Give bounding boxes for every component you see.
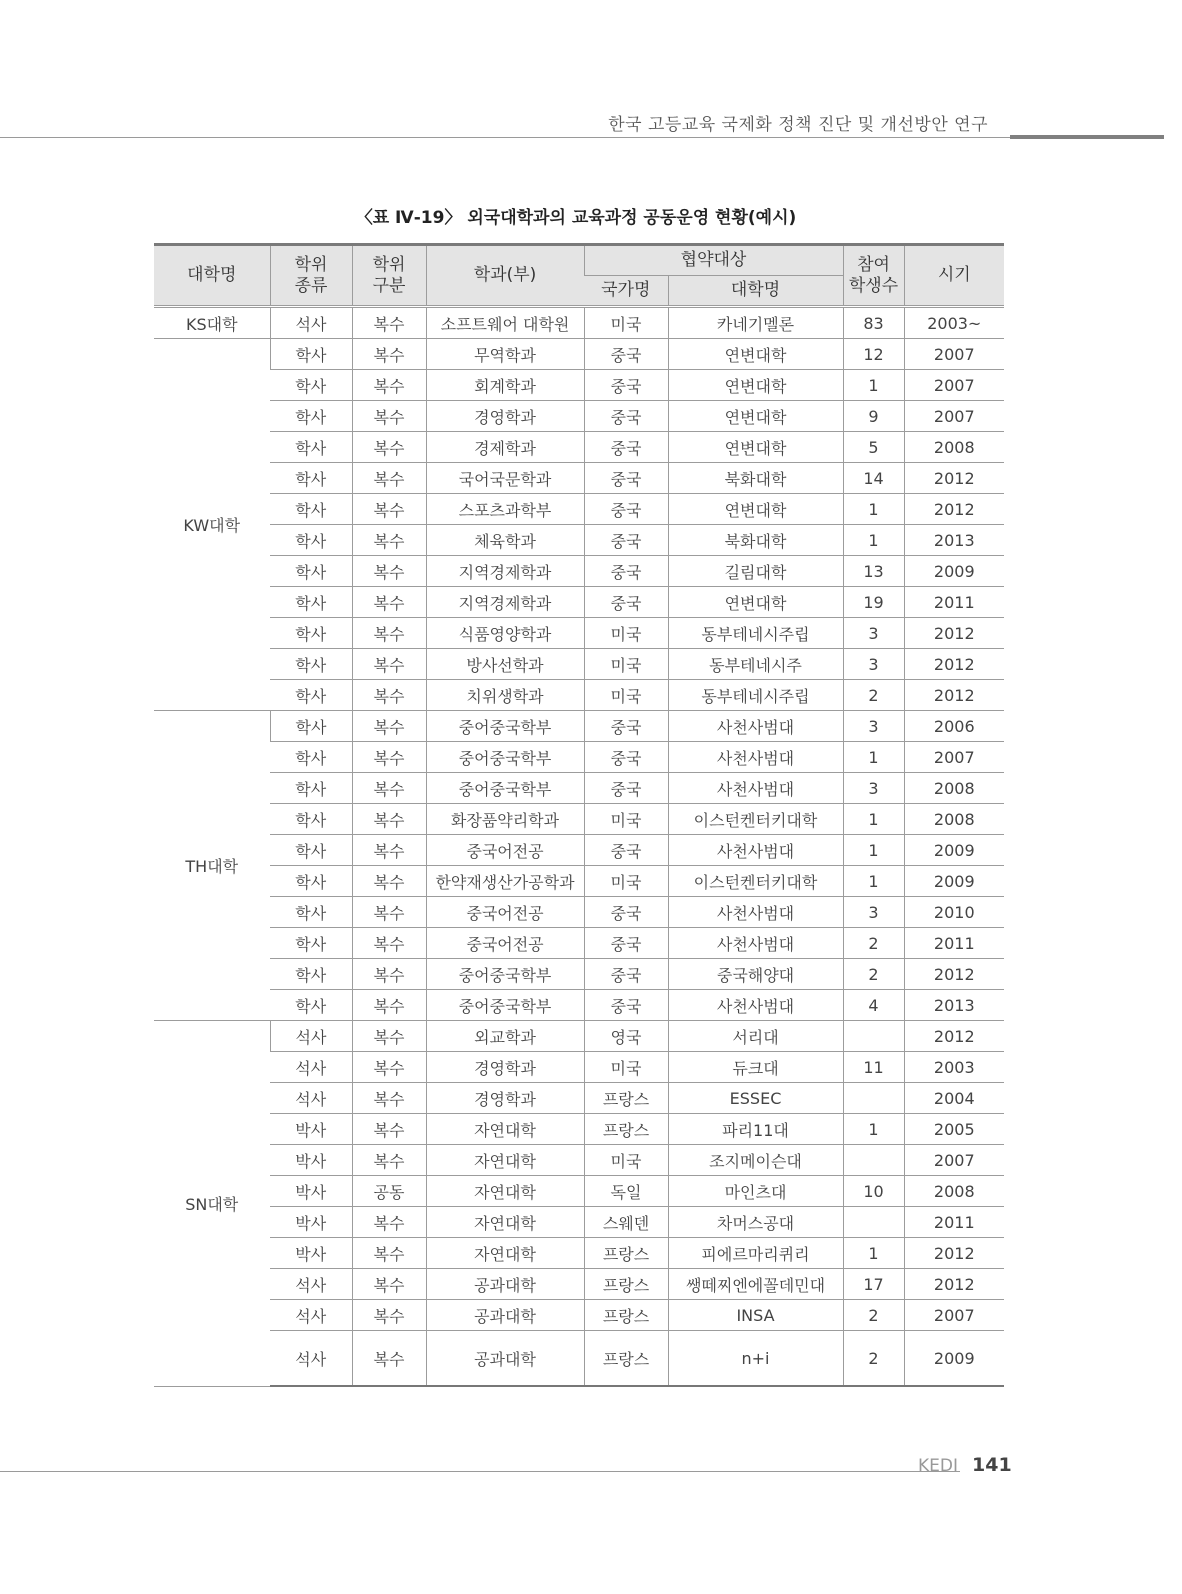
cell-partner-university: 연변대학: [668, 494, 843, 525]
cell-country: 프랑스: [584, 1114, 668, 1145]
cell-department: 중어중국학부: [426, 773, 584, 804]
cell-degree-kind: 복수: [352, 1331, 426, 1387]
cell-degree-type: 석사: [270, 1052, 352, 1083]
table-row: [154, 1269, 1004, 1300]
cell-period: 2012: [904, 494, 1004, 525]
cell-students: 3: [843, 773, 904, 804]
cell-degree-type: 박사: [270, 1176, 352, 1207]
cell-country: 중국: [584, 339, 668, 370]
cell-partner-university: 사천사범대: [668, 742, 843, 773]
cell-degree-kind: 복수: [352, 897, 426, 928]
cell-department: 치위생학과: [426, 680, 584, 711]
cell-students: 83: [843, 307, 904, 339]
cell-partner-university: 카네기멜론: [668, 307, 843, 339]
cell-students: 2: [843, 680, 904, 711]
cell-country: 중국: [584, 928, 668, 959]
cell-degree-type: 학사: [270, 773, 352, 804]
cell-degree-type: 학사: [270, 370, 352, 401]
cell-country: 미국: [584, 1052, 668, 1083]
cell-country: 프랑스: [584, 1331, 668, 1387]
cell-students: 3: [843, 649, 904, 680]
table-row: [154, 742, 1004, 773]
table-row: [154, 432, 1004, 463]
cell-degree-type: 학사: [270, 463, 352, 494]
cell-period: 2013: [904, 990, 1004, 1021]
cell-country: 중국: [584, 773, 668, 804]
cell-country: 중국: [584, 711, 668, 742]
table-row: [154, 959, 1004, 990]
table-row: [154, 1331, 1004, 1387]
cell-period: 2003~: [904, 307, 1004, 339]
cell-degree-type: 학사: [270, 525, 352, 556]
cell-department: 자연대학: [426, 1176, 584, 1207]
cell-degree-kind: 복수: [352, 1083, 426, 1114]
cell-degree-kind: 복수: [352, 742, 426, 773]
cell-students: [843, 1145, 904, 1176]
cell-degree-kind: 복수: [352, 307, 426, 339]
cell-department: 경영학과: [426, 401, 584, 432]
cell-degree-kind: 복수: [352, 494, 426, 525]
table-row: [154, 370, 1004, 401]
cell-partner-university: 사천사범대: [668, 928, 843, 959]
cell-department: 스포츠과학부: [426, 494, 584, 525]
cell-students: 1: [843, 525, 904, 556]
cell-students: 10: [843, 1176, 904, 1207]
cell-country: 미국: [584, 680, 668, 711]
table-row: [154, 587, 1004, 618]
table-row: [154, 680, 1004, 711]
running-header: 한국 고등교육 국제화 정책 진단 및 개선방안 연구: [608, 115, 988, 135]
cell-department: 국어국문학과: [426, 463, 584, 494]
cell-degree-type: 학사: [270, 866, 352, 897]
cell-partner-university: 연변대학: [668, 432, 843, 463]
cell-degree-kind: 복수: [352, 463, 426, 494]
cell-country: 미국: [584, 866, 668, 897]
cell-degree-type: 박사: [270, 1114, 352, 1145]
cell-degree-kind: 복수: [352, 928, 426, 959]
cell-country: 중국: [584, 897, 668, 928]
cell-partner-university: n+i: [668, 1331, 843, 1387]
cell-country: 중국: [584, 990, 668, 1021]
cell-students: [843, 1021, 904, 1052]
cell-degree-type: 학사: [270, 897, 352, 928]
cell-degree-kind: 복수: [352, 711, 426, 742]
cell-degree-type: 학사: [270, 494, 352, 525]
cell-period: 2008: [904, 432, 1004, 463]
cell-degree-type: 석사: [270, 307, 352, 339]
cell-degree-kind: 복수: [352, 339, 426, 370]
cell-degree-type: 학사: [270, 556, 352, 587]
table-row: [154, 990, 1004, 1021]
cell-partner-university: 조지메이슨대: [668, 1145, 843, 1176]
cell-students: 3: [843, 711, 904, 742]
cell-degree-type: 박사: [270, 1207, 352, 1238]
cell-period: 2009: [904, 556, 1004, 587]
cell-country: 미국: [584, 618, 668, 649]
cell-country: 미국: [584, 307, 668, 339]
cell-students: 2: [843, 1331, 904, 1387]
cell-partner-university: 사천사범대: [668, 835, 843, 866]
cell-department: 지역경제학과: [426, 587, 584, 618]
cell-degree-type: 학사: [270, 680, 352, 711]
cell-partner-university: 마인츠대: [668, 1176, 843, 1207]
cell-country: 중국: [584, 959, 668, 990]
cell-partner-university: INSA: [668, 1300, 843, 1331]
cell-degree-kind: 복수: [352, 804, 426, 835]
cell-partner-university: 이스턴켄터키대학: [668, 866, 843, 897]
cell-degree-kind: 복수: [352, 773, 426, 804]
table-caption: 〈표 Ⅳ-19〉 외국대학과의 교육과정 공동운영 현황(예시): [355, 208, 797, 228]
cell-partner-university: 동부테네시주립: [668, 618, 843, 649]
footer-rule: [0, 1471, 960, 1472]
footer-label: KEDI: [918, 1456, 958, 1476]
cell-students: 13: [843, 556, 904, 587]
cell-students: 1: [843, 370, 904, 401]
cell-period: 2007: [904, 1145, 1004, 1176]
cell-students: 19: [843, 587, 904, 618]
cell-students: 2: [843, 959, 904, 990]
cell-degree-type: 석사: [270, 1300, 352, 1331]
cell-country: 중국: [584, 432, 668, 463]
cell-students: 5: [843, 432, 904, 463]
cell-period: 2004: [904, 1083, 1004, 1114]
cell-period: 2009: [904, 835, 1004, 866]
cell-degree-kind: 복수: [352, 990, 426, 1021]
cell-department: 중국어전공: [426, 835, 584, 866]
cell-country: 영국: [584, 1021, 668, 1052]
cell-department: 경제학과: [426, 432, 584, 463]
cell-students: 1: [843, 835, 904, 866]
cell-degree-kind: 복수: [352, 587, 426, 618]
cell-degree-type: 학사: [270, 432, 352, 463]
cell-partner-university: 동부테네시주립: [668, 680, 843, 711]
cell-department: 방사선학과: [426, 649, 584, 680]
cell-university: TH대학: [154, 711, 270, 1021]
cell-period: 2008: [904, 1176, 1004, 1207]
cell-department: 외교학과: [426, 1021, 584, 1052]
cell-degree-kind: 복수: [352, 959, 426, 990]
table-row: [154, 401, 1004, 432]
cell-country: 미국: [584, 649, 668, 680]
cell-partner-university: 파리11대: [668, 1114, 843, 1145]
cell-country: 중국: [584, 742, 668, 773]
cell-period: 2005: [904, 1114, 1004, 1145]
header-period: 시기: [904, 245, 1004, 307]
table-row: [154, 866, 1004, 897]
cell-degree-type: 석사: [270, 1269, 352, 1300]
cell-degree-type: 석사: [270, 1083, 352, 1114]
cell-degree-type: 학사: [270, 618, 352, 649]
cell-period: 2008: [904, 804, 1004, 835]
table-row: [154, 1300, 1004, 1331]
cell-department: 경영학과: [426, 1083, 584, 1114]
cell-period: 2012: [904, 959, 1004, 990]
cell-partner-university: 연변대학: [668, 587, 843, 618]
cell-country: 중국: [584, 587, 668, 618]
cell-country: 중국: [584, 835, 668, 866]
cell-period: 2010: [904, 897, 1004, 928]
cell-department: 자연대학: [426, 1238, 584, 1269]
cell-period: 2007: [904, 339, 1004, 370]
table-row: [154, 1145, 1004, 1176]
cell-country: 중국: [584, 556, 668, 587]
cell-students: 12: [843, 339, 904, 370]
cell-period: 2012: [904, 649, 1004, 680]
table-row: [154, 1176, 1004, 1207]
cell-period: 2007: [904, 401, 1004, 432]
header-degree-kind: 학위 구분: [352, 245, 426, 307]
cell-students: 14: [843, 463, 904, 494]
cell-students: 1: [843, 866, 904, 897]
table-row: [154, 556, 1004, 587]
table-row: [154, 1114, 1004, 1145]
cell-period: 2007: [904, 370, 1004, 401]
header-country: 국가명: [584, 276, 668, 307]
table-row: [154, 525, 1004, 556]
cell-partner-university: 동부테네시주: [668, 649, 843, 680]
cell-partner-university: 중국해양대: [668, 959, 843, 990]
cell-period: 2009: [904, 1331, 1004, 1387]
table-row: [154, 1052, 1004, 1083]
cell-partner-university: 사천사범대: [668, 773, 843, 804]
cell-partner-university: 사천사범대: [668, 897, 843, 928]
table-row: [154, 649, 1004, 680]
cell-period: 2006: [904, 711, 1004, 742]
cell-partner-university: 이스턴켄터키대학: [668, 804, 843, 835]
cell-partner-university: 사천사범대: [668, 990, 843, 1021]
table-row: [154, 1207, 1004, 1238]
table-row: [154, 1021, 1004, 1052]
cell-degree-kind: 복수: [352, 370, 426, 401]
cell-period: 2011: [904, 587, 1004, 618]
joint-program-table: [154, 243, 1004, 1387]
cell-country: 중국: [584, 494, 668, 525]
cell-students: [843, 1207, 904, 1238]
cell-department: 식품영양학과: [426, 618, 584, 649]
table-body: [154, 307, 1004, 1387]
cell-partner-university: 듀크대: [668, 1052, 843, 1083]
table-row: [154, 928, 1004, 959]
cell-degree-kind: 복수: [352, 680, 426, 711]
cell-partner-university: 피에르마리퀴리: [668, 1238, 843, 1269]
cell-department: 회계학과: [426, 370, 584, 401]
cell-degree-type: 석사: [270, 1331, 352, 1387]
cell-partner-university: 차머스공대: [668, 1207, 843, 1238]
cell-students: 1: [843, 1238, 904, 1269]
header-rule-accent: [1010, 135, 1164, 139]
cell-degree-type: 학사: [270, 928, 352, 959]
cell-department: 경영학과: [426, 1052, 584, 1083]
cell-period: 2012: [904, 680, 1004, 711]
cell-department: 공과대학: [426, 1331, 584, 1387]
cell-degree-kind: 복수: [352, 649, 426, 680]
cell-degree-type: 학사: [270, 587, 352, 618]
cell-partner-university: 연변대학: [668, 401, 843, 432]
cell-students: 2: [843, 928, 904, 959]
page-number: 141: [972, 1454, 1012, 1476]
cell-period: 2011: [904, 1207, 1004, 1238]
cell-country: 프랑스: [584, 1269, 668, 1300]
cell-degree-type: 박사: [270, 1238, 352, 1269]
cell-country: 스웨덴: [584, 1207, 668, 1238]
cell-degree-kind: 복수: [352, 1145, 426, 1176]
cell-country: 프랑스: [584, 1300, 668, 1331]
cell-degree-kind: 복수: [352, 525, 426, 556]
table-row: [154, 307, 1004, 339]
cell-department: 중어중국학부: [426, 959, 584, 990]
cell-partner-university: 길림대학: [668, 556, 843, 587]
cell-department: 중국어전공: [426, 897, 584, 928]
cell-partner-university: 북화대학: [668, 525, 843, 556]
cell-degree-kind: 복수: [352, 432, 426, 463]
cell-degree-kind: 복수: [352, 401, 426, 432]
table-row: [154, 618, 1004, 649]
cell-department: 중어중국학부: [426, 711, 584, 742]
cell-country: 중국: [584, 370, 668, 401]
cell-degree-kind: 복수: [352, 866, 426, 897]
cell-period: 2012: [904, 1021, 1004, 1052]
cell-department: 자연대학: [426, 1145, 584, 1176]
cell-partner-university: 연변대학: [668, 370, 843, 401]
cell-partner-university: 북화대학: [668, 463, 843, 494]
cell-period: 2008: [904, 773, 1004, 804]
cell-students: 4: [843, 990, 904, 1021]
cell-students: 3: [843, 618, 904, 649]
header-department: 학과(부): [426, 245, 584, 307]
cell-degree-kind: 복수: [352, 1207, 426, 1238]
cell-students: 9: [843, 401, 904, 432]
cell-department: 중국어전공: [426, 928, 584, 959]
cell-students: 11: [843, 1052, 904, 1083]
cell-country: 미국: [584, 804, 668, 835]
cell-department: 무역학과: [426, 339, 584, 370]
cell-degree-type: 학사: [270, 835, 352, 866]
cell-period: 2012: [904, 1238, 1004, 1269]
cell-country: 프랑스: [584, 1238, 668, 1269]
cell-period: 2009: [904, 866, 1004, 897]
cell-degree-type: 학사: [270, 804, 352, 835]
cell-partner-university: 사천사범대: [668, 711, 843, 742]
cell-department: 자연대학: [426, 1114, 584, 1145]
cell-degree-kind: 공동: [352, 1176, 426, 1207]
cell-department: 공과대학: [426, 1269, 584, 1300]
cell-country: 프랑스: [584, 1083, 668, 1114]
cell-students: 1: [843, 1114, 904, 1145]
cell-university: KW대학: [154, 339, 270, 711]
table-row: [154, 711, 1004, 742]
cell-degree-type: 학사: [270, 711, 352, 742]
cell-country: 중국: [584, 525, 668, 556]
table-row: [154, 339, 1004, 370]
cell-partner-university: 연변대학: [668, 339, 843, 370]
cell-degree-type: 학사: [270, 649, 352, 680]
header-degree-type: 학위 종류: [270, 245, 352, 307]
table-row: [154, 897, 1004, 928]
table-row: [154, 804, 1004, 835]
cell-degree-kind: 복수: [352, 1052, 426, 1083]
cell-students: 17: [843, 1269, 904, 1300]
table-row: [154, 835, 1004, 866]
cell-period: 2013: [904, 525, 1004, 556]
cell-department: 체육학과: [426, 525, 584, 556]
cell-degree-type: 학사: [270, 959, 352, 990]
header-rule: [0, 137, 1010, 138]
cell-period: 2012: [904, 463, 1004, 494]
cell-department: 중어중국학부: [426, 742, 584, 773]
cell-degree-kind: 복수: [352, 1114, 426, 1145]
cell-department: 지역경제학과: [426, 556, 584, 587]
cell-period: 2012: [904, 618, 1004, 649]
cell-department: 한약재생산가공학과: [426, 866, 584, 897]
cell-degree-type: 학사: [270, 990, 352, 1021]
table-row: [154, 1083, 1004, 1114]
cell-period: 2012: [904, 1269, 1004, 1300]
cell-degree-kind: 복수: [352, 618, 426, 649]
header-university: 대학명: [154, 245, 270, 307]
cell-department: 화장품약리학과: [426, 804, 584, 835]
cell-country: 미국: [584, 1145, 668, 1176]
cell-degree-type: 석사: [270, 1021, 352, 1052]
cell-period: 2007: [904, 1300, 1004, 1331]
cell-students: 2: [843, 1300, 904, 1331]
cell-students: 1: [843, 804, 904, 835]
cell-department: 자연대학: [426, 1207, 584, 1238]
cell-students: 1: [843, 742, 904, 773]
cell-department: 소프트웨어 대학원: [426, 307, 584, 339]
cell-degree-type: 학사: [270, 742, 352, 773]
cell-period: 2003: [904, 1052, 1004, 1083]
cell-students: [843, 1083, 904, 1114]
table-row: [154, 773, 1004, 804]
cell-period: 2007: [904, 742, 1004, 773]
cell-students: 3: [843, 897, 904, 928]
header-agreement: 협약대상: [584, 245, 843, 276]
cell-degree-type: 학사: [270, 339, 352, 370]
table-row: [154, 463, 1004, 494]
cell-degree-kind: 복수: [352, 1300, 426, 1331]
cell-degree-kind: 복수: [352, 1269, 426, 1300]
cell-country: 중국: [584, 463, 668, 494]
cell-partner-university: 서리대: [668, 1021, 843, 1052]
cell-degree-type: 박사: [270, 1145, 352, 1176]
cell-partner-university: 쌩떼찌엔에꼴데민대: [668, 1269, 843, 1300]
cell-country: 독일: [584, 1176, 668, 1207]
cell-students: 1: [843, 494, 904, 525]
header-students: 참여 학생수: [843, 245, 904, 307]
cell-degree-kind: 복수: [352, 556, 426, 587]
cell-department: 공과대학: [426, 1300, 584, 1331]
cell-degree-kind: 복수: [352, 1021, 426, 1052]
cell-degree-kind: 복수: [352, 835, 426, 866]
cell-country: 중국: [584, 401, 668, 432]
table-row: [154, 1238, 1004, 1269]
cell-university: KS대학: [154, 307, 270, 339]
cell-period: 2011: [904, 928, 1004, 959]
table-row: [154, 494, 1004, 525]
header-partner-university: 대학명: [668, 276, 843, 307]
cell-university: SN대학: [154, 1021, 270, 1387]
cell-degree-type: 학사: [270, 401, 352, 432]
cell-department: 중어중국학부: [426, 990, 584, 1021]
cell-partner-university: ESSEC: [668, 1083, 843, 1114]
cell-degree-kind: 복수: [352, 1238, 426, 1269]
